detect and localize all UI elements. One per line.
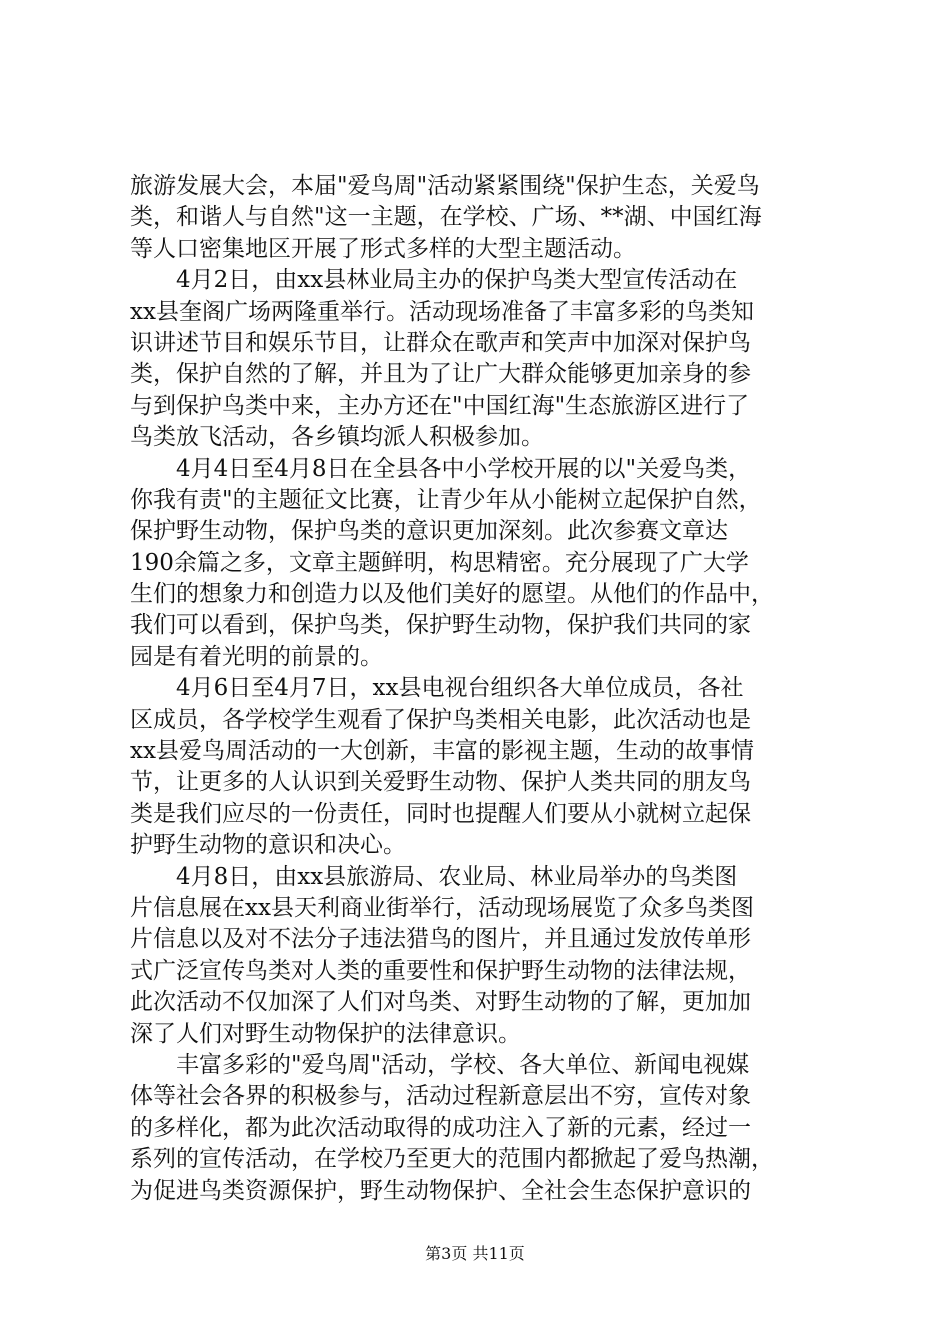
text-line: 我们可以看到，保护鸟类，保护野生动物，保护我们共同的家	[130, 612, 751, 639]
text-line: 保护野生动物，保护鸟类的意识更加深刻。此次参赛文章达	[130, 518, 728, 545]
paragraph-first-line: 4月4日至4月8日在全县各中小学校开展的以"关爱鸟类，	[176, 455, 752, 482]
paragraph-first-line: 4月6日至4月7日，xx县电视台组织各大单位成员，各社	[176, 675, 744, 702]
text-line: 识讲述节目和娱乐节目，让群众在歌声和笑声中加深对保护鸟	[130, 329, 751, 356]
text-line: 体等社会各界的积极参与，活动过程新意层出不穷，宣传对象	[130, 1083, 751, 1110]
text-line: 生们的想象力和创造力以及他们美好的愿望。从他们的作品中，	[130, 581, 774, 608]
text-line: 护野生动物的意识和决心。	[130, 832, 406, 859]
paragraph-first-line: 丰富多彩的"爱鸟周"活动，学校、各大单位、新闻电视媒	[176, 1051, 750, 1078]
text-line: 片信息展在xx县天利商业街举行，活动现场展览了众多鸟类图	[130, 894, 754, 921]
text-line: 类是我们应尽的一份责任，同时也提醒人们要从小就树立起保	[130, 800, 751, 827]
text-line: xx县爱鸟周活动的一大创新，丰富的影视主题，生动的故事情	[130, 738, 754, 765]
text-line: 190余篇之多，文章主题鲜明，构思精密。充分展现了广大学	[130, 549, 749, 576]
text-line: 你我有责"的主题征文比赛，让青少年从小能树立起保护自然，	[130, 486, 762, 513]
text-line: 系列的宣传活动，在学校乃至更大的范围内都掀起了爱鸟热潮，	[130, 1146, 774, 1173]
body-text	[130, 171, 830, 1207]
text-line: 深了人们对野生动物保护的法律意识。	[130, 1020, 521, 1047]
text-line: 此次活动不仅加深了人们对鸟类、对野生动物的了解，更加加	[130, 989, 751, 1016]
text-line: 区成员，各学校学生观看了保护鸟类相关电影，此次活动也是	[130, 706, 751, 733]
text-line: 为促进鸟类资源保护，野生动物保护、全社会生态保护意识的	[130, 1177, 751, 1204]
text-line: 节，让更多的人认识到关爱野生动物、保护人类共同的朋友鸟	[130, 769, 751, 796]
text-line: 与到保护鸟类中来，主办方还在"中国红海"生态旅游区进行了	[130, 392, 750, 419]
text-line: 旅游发展大会，本届"爱鸟周"活动紧紧围绕"保护生态，关爱鸟	[130, 173, 760, 199]
text-line: 类，保护自然的了解，并且为了让广大群众能够更加亲身的参	[130, 361, 751, 388]
text-line: 类，和谐人与自然"这一主题，在学校、广场、**湖、中国红海	[130, 204, 762, 231]
text-line: 鸟类放飞活动，各乡镇均派人积极参加。	[130, 424, 544, 451]
text-line: 式广泛宣传鸟类对人类的重要性和保护野生动物的法律法规，	[130, 957, 751, 984]
text-line: 园是有着光明的前景的。	[130, 643, 383, 670]
page-number-footer: 第3页 共11页	[425, 1244, 525, 1263]
text-line: xx县奎阁广场两隆重举行。活动现场准备了丰富多彩的鸟类知	[130, 298, 754, 325]
paragraph-first-line: 4月8日，由xx县旅游局、农业局、林业局举办的鸟类图	[176, 863, 738, 890]
text-line: 的多样化，都为此次活动取得的成功注入了新的元素，经过一	[130, 1114, 751, 1141]
paragraph-first-line: 4月2日，由xx县林业局主办的保护鸟类大型宣传活动在	[176, 267, 738, 294]
text-line: 等人口密集地区开展了形式多样的大型主题活动。	[130, 235, 636, 262]
text-line: 片信息以及对不法分子违法猎鸟的图片，并且通过发放传单形	[130, 926, 751, 953]
